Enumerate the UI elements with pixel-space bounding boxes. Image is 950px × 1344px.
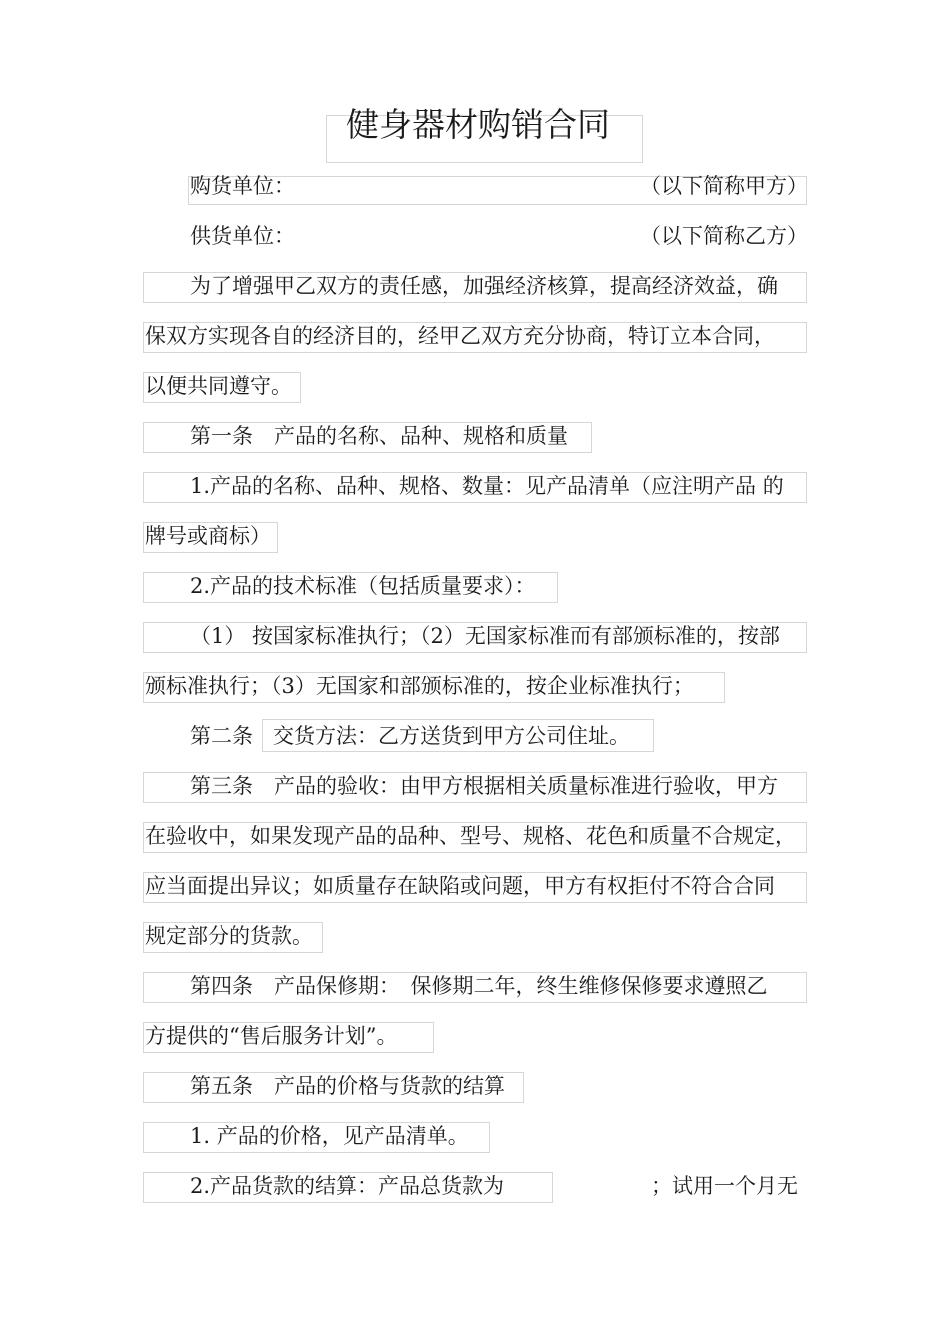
article-4-line-1: 第四条 产品保修期： 保修期二年，终生维修保修要求遵照乙 xyxy=(190,974,768,998)
article-3-line-1: 第三条 产品的验收：由甲方根据相关质量标准进行验收，甲方 xyxy=(190,774,778,798)
article-5-item-2-left: 2.产品货款的结算：产品总货款为 xyxy=(190,1174,505,1198)
article-5-item-2-right: ；试用一个月无 xyxy=(651,1174,798,1198)
preamble-line-3: 以便共同遵守。 xyxy=(145,374,292,398)
article-4-line-2: 方提供的“售后服务计划”。 xyxy=(145,1024,398,1048)
article-1-item-2: 2.产品的技术标准（包括质量要求）： xyxy=(190,574,536,598)
article-5-item-1: 1. 产品的价格，见产品清单。 xyxy=(190,1124,469,1148)
preamble-line-1: 为了增强甲乙双方的责任感，加强经济核算，提高经济效益，确 xyxy=(190,274,778,298)
article-1-item-1-line-2: 牌号或商标） xyxy=(145,524,271,548)
article-3-line-3: 应当面提出异议；如质量存在缺陷或问题，甲方有权拒付不符合合同 xyxy=(145,874,775,898)
article-1-item-1-line-1: 1.产品的名称、品种、规格、数量：见产品清单（应注明产品 的 xyxy=(190,474,784,498)
article-3-line-4: 规定部分的货款。 xyxy=(145,924,313,948)
document-title: 健身器材购销合同 xyxy=(346,105,610,144)
article-2-text: 交货方法：乙方送货到甲方公司住址。 xyxy=(273,724,630,748)
article-5-title: 第五条 产品的价格与货款的结算 xyxy=(190,1074,505,1098)
article-2-label: 第二条 xyxy=(190,724,253,748)
seller-note: （以下简称乙方） xyxy=(640,224,808,248)
article-3-line-2: 在验收中，如果发现产品的品种、型号、规格、花色和质量不合规定， xyxy=(145,824,796,848)
article-1-title: 第一条 产品的名称、品种、规格和质量 xyxy=(190,424,568,448)
buyer-label: 购货单位： xyxy=(190,174,295,198)
buyer-note: （以下简称甲方） xyxy=(640,174,808,198)
article-1-standards-line-1: （1） 按国家标准执行；（2）无国家标准而有部颁标准的，按部 xyxy=(190,624,780,648)
preamble-line-2: 保双方实现各自的经济目的，经甲乙双方充分协商，特订立本合同， xyxy=(145,324,775,348)
seller-label: 供货单位： xyxy=(190,224,295,248)
article-1-standards-line-2: 颁标准执行；（3）无国家和部颁标准的，按企业标准执行； xyxy=(145,674,694,698)
